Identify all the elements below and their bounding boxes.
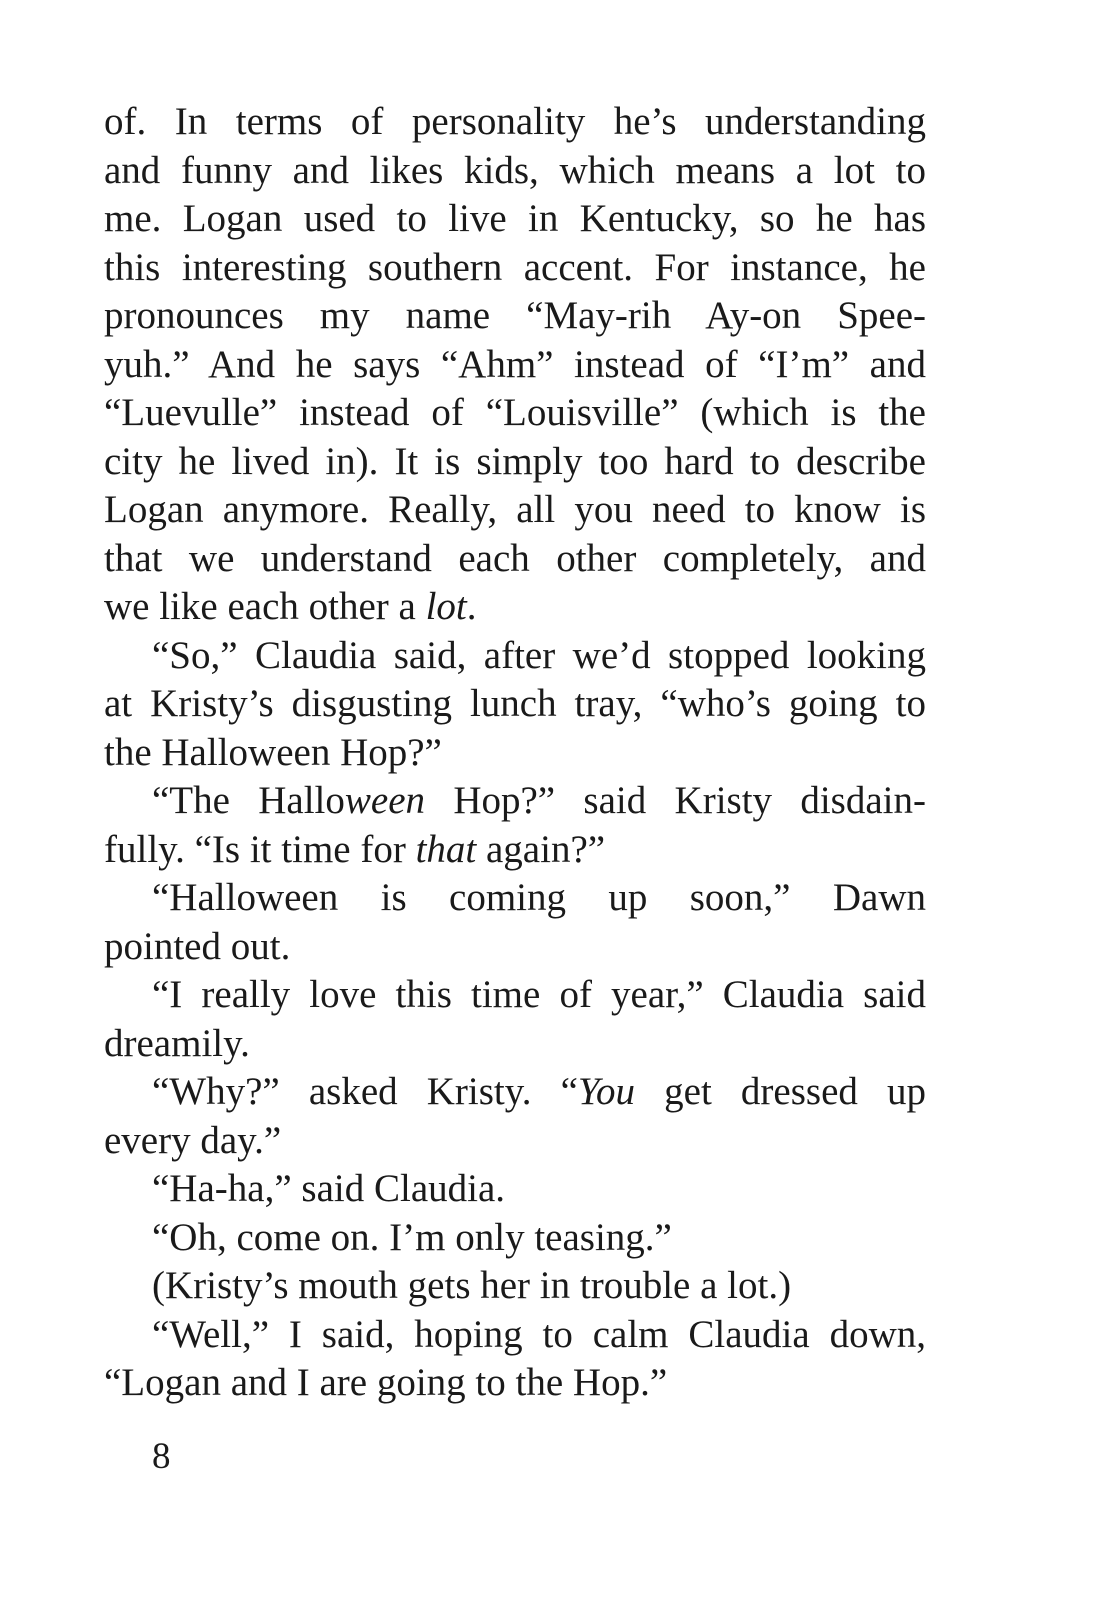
text-line: city he lived in). It is simply too hard to describe xyxy=(104,439,926,483)
text-line: “Why?” asked Kristy. “You get dressed up xyxy=(152,1070,926,1113)
text-line: (Kristy’s mouth gets her in trouble a lot.) xyxy=(152,1264,792,1307)
text-line: pronounces my name “May-rih Ay-on Spee- xyxy=(104,294,926,337)
text-line: every day.” xyxy=(104,1118,282,1162)
text-line: “I really love this time of year,” Claudia said xyxy=(152,973,926,1016)
body-text xyxy=(104,98,926,1408)
text-line: we like each other a lot. xyxy=(104,585,477,628)
text-line: of. In terms of personality he’s understanding xyxy=(104,100,926,143)
text-line: “Logan and I are going to the Hop.” xyxy=(104,1361,668,1404)
italic-emphasis: You xyxy=(577,1070,636,1113)
text-line: Logan anymore. Really, all you need to know is xyxy=(104,488,926,531)
italic-emphasis: that xyxy=(415,827,477,871)
text-line: pointed out. xyxy=(104,924,291,968)
text-line: “Oh, come on. I’m only teasing.” xyxy=(152,1215,672,1259)
text-line: “Luevulle” instead of “Louisville” (which is the xyxy=(104,391,926,434)
text-line: “Ha-ha,” said Claudia. xyxy=(152,1167,506,1210)
text-line: “Well,” I said, hoping to calm Claudia down, xyxy=(152,1312,926,1356)
italic-emphasis: lot xyxy=(425,585,467,628)
italic-emphasis: ween xyxy=(344,779,426,822)
text-line: me. Logan used to live in Kentucky, so he has xyxy=(104,197,926,240)
page-number: 8 xyxy=(152,1436,171,1477)
text-line: “So,” Claudia said, after we’d stopped looking xyxy=(152,633,926,677)
text-line: and funny and likes kids, which means a lot to xyxy=(104,148,926,192)
text-line: “Halloween is coming up soon,” Dawn xyxy=(152,876,926,919)
text-line: “The Halloween Hop?” said Kristy disdain- xyxy=(152,779,926,822)
text-line: fully. “Is it time for that again?” xyxy=(104,827,606,871)
text-line: this interesting southern accent. For instance, he xyxy=(104,245,926,289)
text-line: yuh.” And he says “Ahm” instead of “I’m” and xyxy=(104,342,926,386)
text-line: that we understand each other completely, and xyxy=(104,536,926,580)
text-line: the Halloween Hop?” xyxy=(104,730,442,774)
text-line: dreamily. xyxy=(104,1021,250,1065)
text-line: at Kristy’s disgusting lunch tray, “who’s going to xyxy=(104,682,926,725)
